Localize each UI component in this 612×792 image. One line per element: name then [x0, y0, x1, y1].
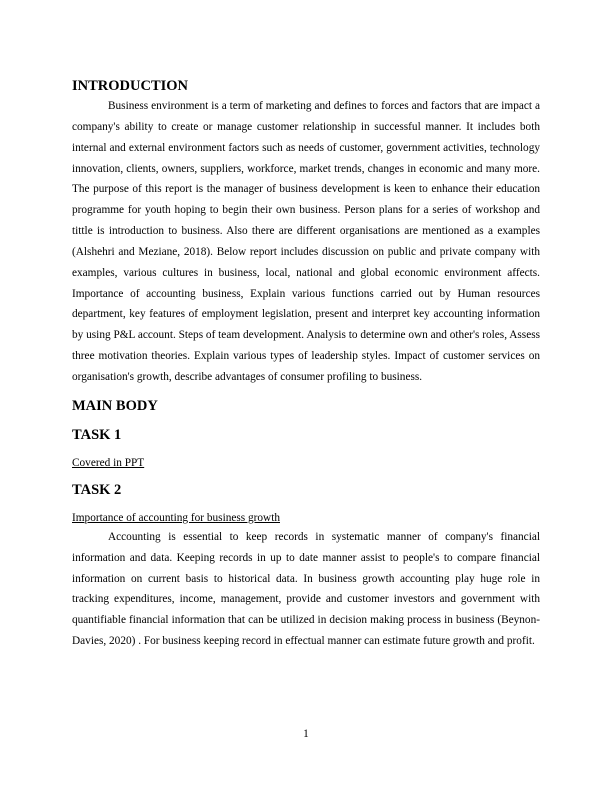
introduction-heading: INTRODUCTION: [72, 78, 189, 94]
task1-subheading: Covered in PPT: [72, 456, 145, 469]
page-content: [72, 76, 540, 652]
main-body-heading: MAIN BODY: [72, 397, 158, 414]
task2-paragraph: Accounting is essential to keep records in systematic manner of company's financial information and data. Keeping records in up to date manner assist to people's to compare financial information on current basis to historical data. In business growth accounting play huge role in tracking expenditures, income, management, provide and customer investors and government with quantifiable financial information that can be utilized in decision making process in business (Beynon-Davies, 2020) . For business keeping record in effectual manner can estimate future growth and profit.: [72, 530, 540, 648]
task2-heading: TASK 2: [72, 481, 122, 498]
task2-subheading: Importance of accounting for business growth: [72, 511, 280, 524]
introduction-paragraph: Business environment is a term of marketing and defines to forces and factors that are impact a company's ability to create or manage customer relationship in successful manner. It includes both internal and external environment factors such as needs of customer, government activities, technology innovation, clients, owners, suppliers, workforce, market trends, changes in economic and many more. The purpose of this report is the manager of business development is keen to enhance their education programme for youth hoping to begin their own business. Person plans for a series of workshop and tittle is introduction to business. Also there are different organisations are mentioned as a examples (Alshehri and Meziane, 2018). Below report includes discussion on public and private company with examples, various cultures in business, local, national and global economic environment affects. Importance of accounting business, Explain various functions carried out by Human resources department, key features of employment legislation, present and interpret key accounting information by using P&L account. Steps of team development. Analysis to determine own and other's roles, Assess three motivation theories. Explain various types of leadership styles. Impact of customer services on organisation's growth, describe advantages of consumer profiling to business.: [72, 100, 540, 383]
task1-heading: TASK 1: [72, 426, 122, 443]
page-number: 1: [303, 728, 309, 740]
